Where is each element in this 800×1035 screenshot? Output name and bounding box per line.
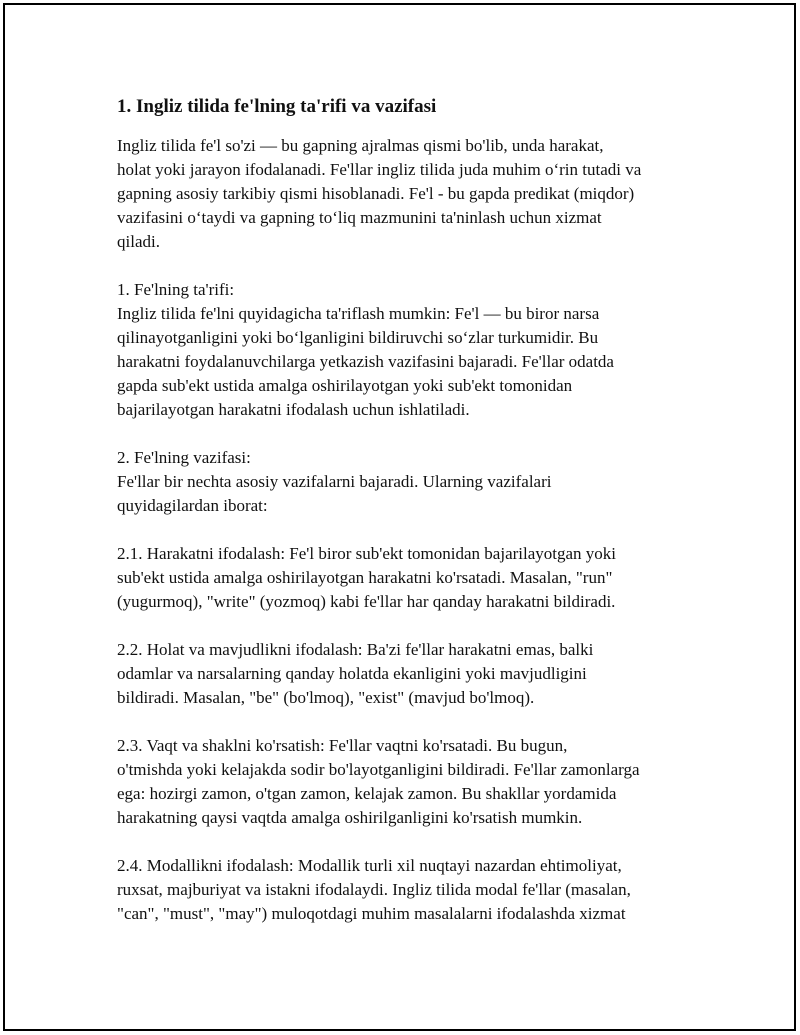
subsection-2-2: 2.2. Holat va mavjudlikni ifodalash: Ba'zi fe'llar harakatni emas, balki odamlar va narsalarning qanday holatda ekanligini yoki mavjudligini bildiradi. Masalan, "be" (bo'lmoq), "exist" (mavjud bo'lmoq). [117,640,594,707]
subsection-2-4: 2.4. Modallikni ifodalash: Modallik turli xil nuqtayi nazardan ehtimoliyat, ruxsat, majburiyat va istakni ifodalaydi. Ingliz tilida modal fe'llar (masalan, "can", "must", "may") muloqotdagi muhim masalalarni ifodalashda xizmat [117,856,631,923]
section-heading: 1. Ingliz tilida fe'lning ta'rifi va vazifasi [117,96,437,117]
subsection-2-1: 2.1. Harakatni ifodalash: Fe'l biror sub'ekt tomonidan bajarilayotgan yoki sub'ekt ustida amalga oshirilayotgan harakatni ko'rsatadi. Masalan, "run" (yugurmoq), "write" (yozmoq) kabi fe'llar har qanday harakatni bildiradi. [117,544,617,611]
paragraph-gap [117,830,697,854]
paragraph-gap [117,254,697,278]
definition-paragraph: 1. Fe'lning ta'rifi: Ingliz tilida fe'lni quyidagicha ta'riflash mumkin: Fe'l — bu biror narsa qilinayotganligini yoki bo‘lganligini bildiruvchi so‘zlar turkumidir. Bu harakatni foydalanuvchilarga yetkazish vazifasini bajaradi. Fe'llar odatda gapda sub'ekt ustida amalga oshirilayotgan yoki sub'ekt tomonidan bajarilayotgan harakatni ifodalash uchun ishlatiladi. [117,280,614,419]
intro-paragraph: Ingliz tilida fe'l so'zi — bu gapning ajralmas qismi bo'lib, unda harakat, holat yoki jarayon ifodalanadi. Fe'llar ingliz tilida juda muhim o‘rin tutadi va gapning asosiy tarkibiy qismi hisoblanadi. Fe'l - bu gapda predikat (miqdor) vazifasini o‘taydi va gapning to‘liq mazmunini ta'ninlash uchun xizmat qiladi. [117,136,642,251]
paragraph-gap [117,710,697,734]
paragraph-gap [117,422,697,446]
document-body [117,94,697,926]
paragraph-gap [117,518,697,542]
paragraph-gap [117,614,697,638]
subsection-2-3: 2.3. Vaqt va shaklni ko'rsatish: Fe'llar vaqtni ko'rsatadi. Bu bugun, o'tmishda yoki kelajakda sodir bo'layotganligini bildiradi. Fe'llar zamonlarga ega: hozirgi zamon, o'tgan zamon, kelajak zamon. Bu shakllar yordamida harakatning qaysi vaqtda amalga oshirilganligini ko'rsatish mumkin. [117,736,640,827]
function-paragraph: 2. Fe'lning vazifasi: Fe'llar bir nechta asosiy vazifalarni bajaradi. Ularning vazifalari quyidagilardan iborat: [117,448,552,515]
